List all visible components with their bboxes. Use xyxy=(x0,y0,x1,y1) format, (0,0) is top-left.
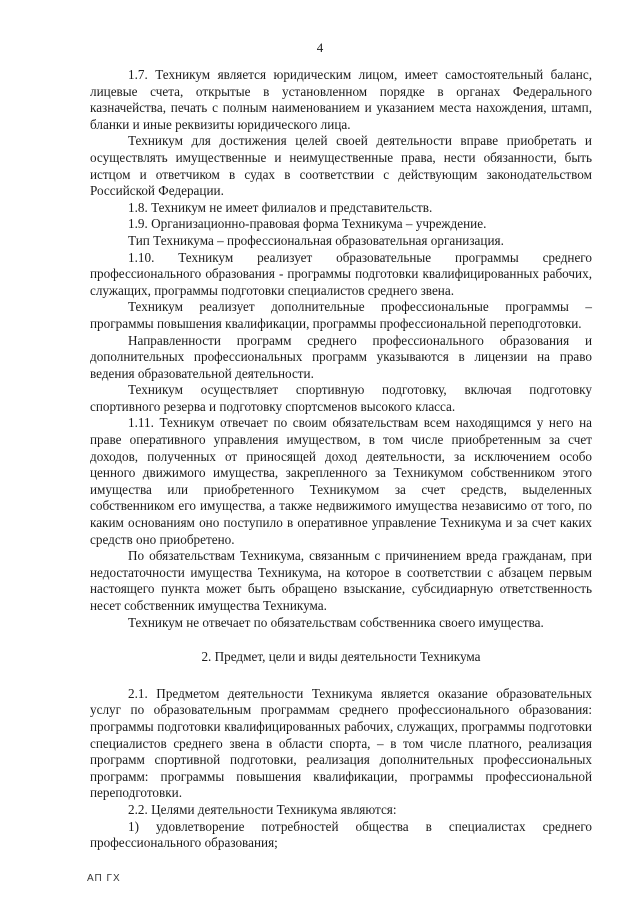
paragraph: 1.9. Организационно-правовая форма Техникума – учреждение. xyxy=(128,216,487,232)
paragraph: Техникум реализует дополнительные профессиональные программы – программы повышения квалификации, программы профессиональной переподготовки. xyxy=(90,299,592,331)
section-heading: 2. Предмет, цели и виды деятельности Техникума xyxy=(201,649,481,665)
paragraph: 1.7. Техникум является юридическим лицом, имеет самостоятельный баланс, лицевые счета, открытые в установленном порядке в органах Федерального казначейства, печать с полным наименованием и указанием места нахождения, штамп, бланки и иные реквизиты юридического лица. xyxy=(90,67,592,132)
paragraph: 1) удовлетворение потребностей общества в специалистах среднего профессионального образования; xyxy=(90,818,592,851)
page-number: 4 xyxy=(316,40,324,55)
paragraph: 1.11. Техникум отвечает по своим обязательствам всем находящимся у него на праве оперативного управления имуществом, в том числе приобретенным за счет доходов, полученных от приносящей доход деятельности, за исключением особо ценного движимого имущества, закрепленного за Техникумом собственником этого имущества или приобретенного Техникумом за счет средств, выделенных собственником его имущества, а также недвижимого имущества независимо от того, по каким основаниям оно поступило в оперативное управление Техникума и за счет каких средств оно приобретено. xyxy=(90,415,592,547)
paragraph: 2.2. Целями деятельности Техникума являются: xyxy=(128,801,397,817)
paragraph: Техникум для достижения целей своей деятельности вправе приобретать и осуществлять имущественные и неимущественные права, нести обязанности, быть истцом и ответчиком в судах в соответствии с действующим законодательством Российской Федерации. xyxy=(90,133,592,199)
paragraph: 2.1. Предметом деятельности Техникума является оказание образовательных услуг по образовательным программам среднего профессионального образования: программы подготовки квалифицированных рабочих, служащих, программы подготовки специалистов среднего звена в области спорта, – в том числе платного, реализация программ спортивной подготовки, реализация дополнительных профессиональных программ: программы повышения квалификации, программы профессиональной переподготовки. xyxy=(90,685,592,801)
paragraph: Техникум осуществляет спортивную подготовку, включая подготовку спортивного резерва и подготовку спортсменов высокого класса. xyxy=(90,382,592,414)
paragraph: Направленности программ среднего профессионального образования и дополнительных профессиональных программ указываются в лицензии на право ведения образовательной деятельности. xyxy=(90,332,592,381)
paragraph: Техникум не отвечает по обязательствам собственника своего имущества. xyxy=(128,614,544,630)
paragraph: 1.8. Техникум не имеет филиалов и представительств. xyxy=(128,199,433,215)
footer-mark: АП ГХ xyxy=(87,873,121,884)
document-body xyxy=(90,67,592,852)
paragraph: Тип Техникума – профессиональная образовательная организация. xyxy=(128,232,504,248)
paragraph: По обязательствам Техникума, связанным с причинением вреда гражданам, при недостаточности имущества Техникума, на которое в соответствии с абзацем первым настоящего пункта может быть обращено взыскание, субсидиарную ответственность несет собственник имущества Техникума. xyxy=(90,548,592,613)
paragraph: 1.10. Техникум реализует образовательные программы среднего профессионального образования - программы подготовки квалифицированных рабочих, служащих, программы подготовки специалистов среднего звена. xyxy=(90,249,592,298)
